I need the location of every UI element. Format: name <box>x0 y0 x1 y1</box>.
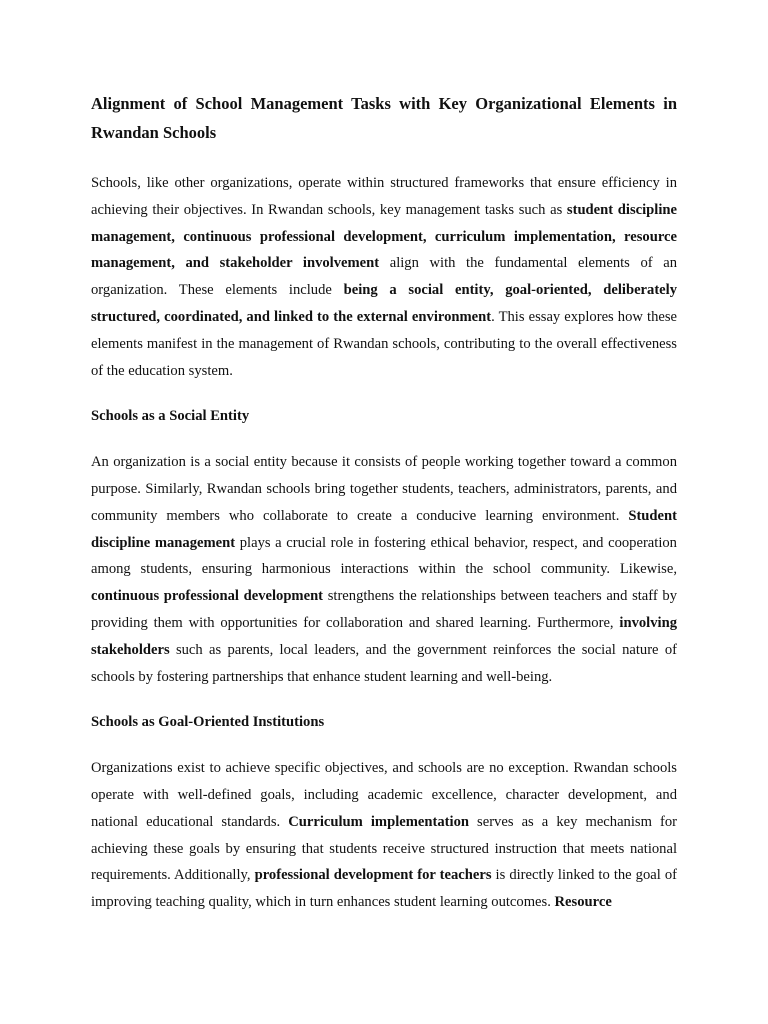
section-heading-goal-oriented: Schools as Goal-Oriented Institutions <box>91 714 325 731</box>
s1-bold-1: Student discipline management <box>91 507 677 551</box>
s2-bold-2: professional development for teachers <box>254 867 492 884</box>
document-body <box>91 89 677 916</box>
section-heading-social-entity: Schools as a Social Entity <box>91 408 250 425</box>
intro-bold-2: being a social entity, goal-oriented, deliberately structured, coordinated, and linked to the external environment <box>91 282 678 325</box>
s1-text-4: such as parents, local leaders, and the government reinforces the social nature of schools by fostering partnerships that enhance student learning and well-being. <box>91 641 677 685</box>
s2-text-1: Organizations exist to achieve specific objectives, and schools are no exception. Rwandan schools operate with well-defined goals, including academic excellence, character development, and national educational standards. <box>91 760 677 830</box>
intro-text-1: Schools, like other organizations, operate within structured frameworks that ensure efficiency in achieving their objectives. In Rwandan schools, key management tasks such as <box>91 175 677 218</box>
social-entity-paragraph <box>91 449 677 690</box>
s2-bold-3: Resource <box>554 894 612 911</box>
s1-bold-3: involving stakeholders <box>91 614 677 658</box>
s1-text-3: strengthens the relationships between teachers and staff by providing them with opportunities for collaboration and shared learning. Furthermore, <box>91 588 677 631</box>
document-title: Alignment of School Management Tasks with Key Organizational Elements in Rwandan Schools <box>91 94 677 142</box>
intro-paragraph <box>91 170 677 384</box>
s1-text-1: An organization is a social entity because it consists of people working together toward a common purpose. Similarly, Rwandan schools bring together students, teachers, administrators, parents, and community members who collaborate to create a conducive learning environment. <box>91 454 677 524</box>
goal-oriented-paragraph <box>91 755 677 916</box>
s2-text-2: serves as a key mechanism for achieving these goals by ensuring that students receive structured instruction that meets national requirements. Additionally, <box>91 813 678 884</box>
s2-text-3: is directly linked to the goal of improving teaching quality, which in turn enhances student learning outcomes. <box>91 867 677 911</box>
s1-bold-2: continuous professional development <box>91 588 324 605</box>
intro-text-2: align with the fundamental elements of an organization. These elements include <box>91 255 677 299</box>
s1-text-2: plays a crucial role in fostering ethical behavior, respect, and cooperation among students, ensuring harmonious interactions within the school community. Likewise, <box>91 534 677 578</box>
intro-text-3: . This essay explores how these elements manifest in the management of Rwandan schools, contributing to the overall effectiveness of the education system. <box>91 308 677 379</box>
intro-bold-1: student discipline management, continuous professional development, curriculum implementation, resource management, and stakeholder involvement <box>91 201 677 272</box>
s2-bold-1: Curriculum implementation <box>288 813 469 830</box>
